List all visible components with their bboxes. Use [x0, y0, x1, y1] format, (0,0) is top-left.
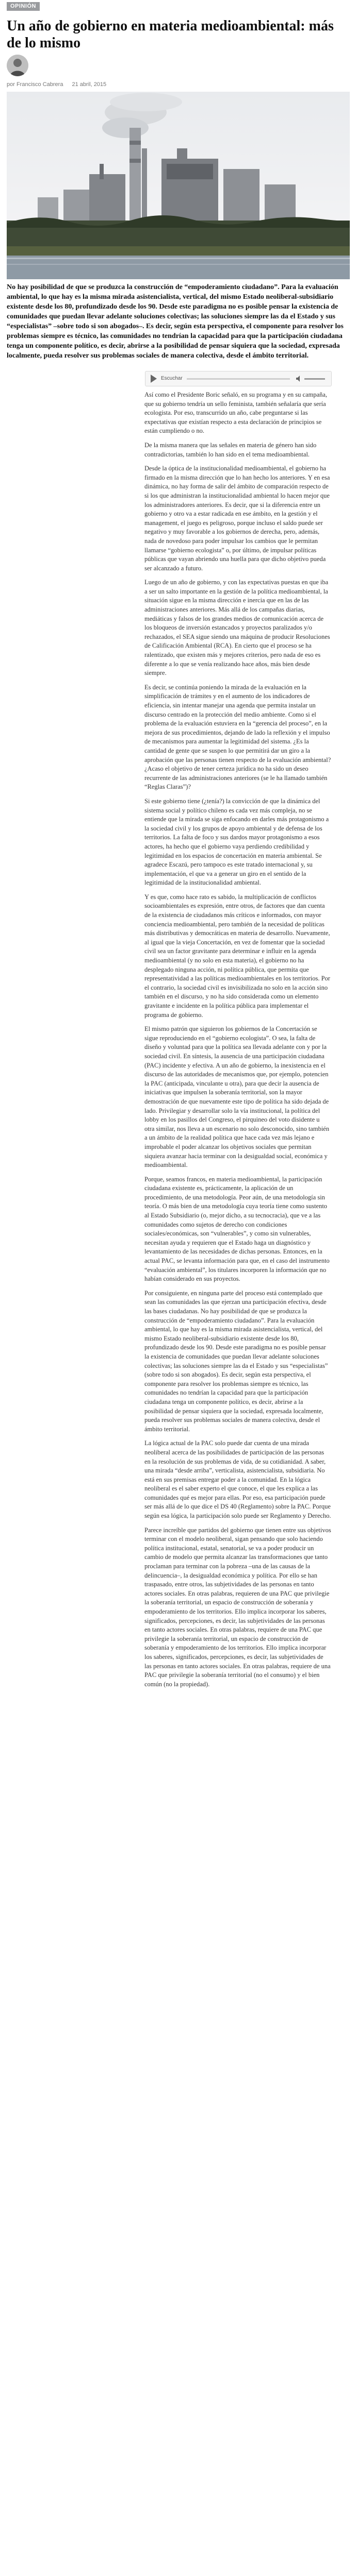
author-name[interactable]: por Francisco Cabrera	[7, 81, 63, 88]
body-paragraph: Si este gobierno tiene (¿tenía?) la convicción de que la dinámica del sistema social y político chileno es cada vez más compleja, no se entiende que la mirada se siga enfocando en darles más protagonismo a la sociedad civil y los grupos de apoyo ambiental y de defensa de los territorios. La falta de foco y sus dardos mayor protagonismo a esos actores, ha hecho que el gobierno vaya perdiendo credibilidad y legitimidad en los espacios de concertación en materia ambiental. Se agradece Escazú, pero tampoco es este tratado internacional y, su implementación, el que va a generar un giro en el sentido de la legitimidad de la institucionalidad ambiental.	[144, 797, 329, 887]
body-paragraph: El mismo patrón que siguieron los gobiernos de la Concertación se sigue reproduciendo en el “gobierno ecologista”. O sea, la falta de diseño y voluntad para que la política sea llevada adelante con y por la sociedad civil. En síntesis, la ausencia de una participación ciudadana (PAC) incidente y efectiva. A un año de gobierno, la inexistencia en el discurso de las autoridades de mecanismos que, por ejemplo, potencien la PAC (anticipada, vinculante u otra), para que decir la ausencia de iniciativas que impulsen la soberanía territorial, son la mayor demostración de que nuevamente este tipo de política ha sido dejada de lado. Privilegiar y desarrollar solo la vía institucional, la política del lobby en los pasillos del Congreso, el pirquineo del voto disidente u otra similar, nos lleva a un escenario no solo desconocido, sino también a un ámbito de la realidad política que hace cada vez más lejano e improbable el poder alcanzar los objetivos sociales que permitan siquiera avanzar hacia terminar con la desigualdad social, económica y medioambiental.	[144, 1025, 330, 1169]
byline	[7, 81, 113, 88]
section-tag[interactable]: OPINIÓN	[7, 2, 40, 11]
body-paragraph: Y es que, como hace rato es sabido, la multiplicación de conflictos socioambientales es expresión, entre otros, de factores que dan cuenta de la existencia de ciudadanos más críticos e informados, con mayor conciencia medioambiental, pero también de la necesidad de políticas más distributivas y democráticas en materia de desarrollo. Nuevamente, al igual que la vieja Concertación, en vez de fomentar que la sociedad civil sea un factor gravitante para determinar e influir en la agenda medioambiental (y no solo en esta materia), el gobierno no ha desplegado ninguna acción, ni política pública, que permita que representatividad a las políticas medioambientales en los territorios. Por el contrario, la sociedad civil es invisibilizada no solo en la acción sino también en el discurso, y no ha sido considerada como un elemento gravitante e incidente en la política pública para implementar el programa de gobierno.	[144, 893, 330, 1019]
body-paragraph: Desde la óptica de la institucionalidad medioambiental, el gobierno ha firmado en la misma dirección que lo han hecho los anteriores. Y en esa dinámica, no hay forma de salir del ámbito de comparación respecto de si los que administran la institucionalidad ambiental lo hacen mejor que los administradores anteriores. Es decir, que si la diferencia entre un gobierno y otro va a estar radicada en ese ámbito, en la gestión y el management, el juego es peligroso, porque incluso el saldo puede ser negativo y muy favorable a los gobiernos de derecha, pero, además, nada de novedoso para poder impulsar los cambios que le permitan llamarse “gobierno ecologista” o, por último, de impulsar políticas públicas que vayan abriendo una huella para que dicho objetivo pueda ser alcanzado a futuro.	[144, 465, 330, 572]
play-icon[interactable]	[151, 375, 157, 383]
hero-image	[7, 92, 350, 279]
audio-label: Escuchar	[161, 376, 183, 381]
audio-progress-track[interactable]	[187, 378, 290, 380]
author-avatar[interactable]	[7, 55, 28, 76]
top-bar	[0, 0, 357, 13]
article-title: Un año de gobierno en materia medioambiental: más de lo mismo	[7, 18, 334, 51]
volume-slider[interactable]	[304, 378, 325, 380]
body-paragraph: Así como el Presidente Boric señaló, en su programa y en su campaña, que su gobierno tendría un sello feminista, también señalaría que sería ecologista. Por eso, transcurrido un año, cabe preguntarse si las expectativas que existían respecto a esta declaración de principios se están cumpliendo o no.	[144, 391, 328, 435]
power-plant-photo	[7, 92, 350, 279]
body-paragraph: La lógica actual de la PAC solo puede dar cuenta de una mirada neoliberal acerca de las posibilidades de participación de las personas en la resolución de sus problemas de vida, de su cotidianidad. A saber, una mirada “desde arriba”, verticalista, asistencialista, subsidiaria. No está en sus premisas entregar poder a la comunidad. En la lógica neoliberal es el saber experto el que conoce, el que les explica a las comunidades qué es mejor para ellas. Por eso, esa participación puede ser más allá de lo que dice el DS 40 (Reglamento) sobre la PAC. Porque según esa lógica, la participación solo puede ser Reglamento y Derecho.	[144, 1439, 331, 1520]
body-paragraph: Es decir, se continúa poniendo la mirada de la evaluación en la simplificación de trámites y en el aumento de los indicadores de eficiencia, sin intentar manejar una agenda que permita instalar un discurso centrado en la protección del medio ambiente. Como si el problema de la evaluación estuviera en la “gerencia del proceso”, en la mejora de sus procedimientos, dejando de lado la reflexión y el impulso de mecanismos para aumentar la legitimidad del sistema. ¿Es la cantidad de gente que se suspen lo que permitirá dar un giro a la aprobación que las personas tienen respecto de la evaluación ambiental? ¿Acaso el objetivo de tener certeza jurídica no ha sido un deseo recurrente de las administraciones anteriores (se le ha llamado también “Reglas Claras”)?	[144, 683, 331, 791]
article-body	[144, 391, 331, 1694]
speaker-icon[interactable]	[296, 376, 301, 382]
author-portrait-icon	[7, 55, 28, 76]
body-paragraph: Porque, seamos francos, en materia medioambiental, la participación ciudadana existente es, prácticamente, la aplicación de un procedimiento, de una metodología. Peor aún, de una metodología sin teoría. O más bien de una metodología cuya teoría tiene como sustento al Estado Subsidiario (o, mejor dicho, a su tecnocracia), que ve a las comunidades como sujetos de derecho con condiciones sociales/económicas, son “vulnerables”, y como sin vulnerables, necesitan ayuda y requieren que el Estado haga un diagnóstico y levantamiento de las necesidades de dichas personas. Entonces, en la actual PAC, se levanta información para que, en el caso del instrumento “evaluación ambiental”, los titulares incorporen la información que no habían considerado en sus proyectos.	[144, 1175, 330, 1283]
body-paragraph: Por consiguiente, en ninguna parte del proceso está contemplado que sean las comunidades las que ejerzan una participación efectiva, desde las bases ciudadanas. No hay posibilidad de que se produzca la construcción de “empoderamiento ciudadano”. Para la evaluación ambiental, lo que hay es la misma mirada asistencialista, vertical, del mismo Estado neoliberal-subsidiario existente desde los 80, profundizado desde los 90. Desde este paradigma no es posible pensar la existencia de comunidades que puedan llevar adelante soluciones colectivas; las soluciones siempre las da el Estado y sus “especialistas” (sobre todo si son abogados). Es decir, según esta perspectiva, el componente para resolver los problemas siempre es técnico, las comunidades no tendrían la capacidad para que la participación ciudadana tenga un componente político, es decir, abrirse a la posibilidad de pensar siquiera que la sociedad, expresada localmente, pueda resolver sus problemas sociales de manera colectiva, desde el ámbito territorial.	[144, 1289, 328, 1433]
publish-date: 21 abril, 2015	[72, 81, 107, 88]
audio-player[interactable]	[145, 371, 332, 386]
body-paragraph: Luego de un año de gobierno, y con las expectativas puestas en que iba a ser un salto importante en la gestión de la política medioambiental, la situación sigue en la misma dirección e inercia que en las de las administraciones anteriores. Más allá de los campañas diarias, mediáticas y falsos de los grandes medios de comunicación acerca de los bloqueos de inversión estancados y proyectos paralizados y/o rechazados, el SEA sigue siendo una máquina de producir Resoluciones de Calificación Ambiental (RCA). En cierto que el proceso se ha ralentizado, que existen más y mejores criterios, pero nada de eso es diferente a lo que se venía realizando hace años, más bien desde siempre.	[144, 579, 330, 677]
body-paragraph: Parece increíble que partidos del gobierno que tienen entre sus objetivos terminar con el modelo neoliberal, sigan pensando que solo haciendo política institucional, estatal, senatorial, se va a poder producir un cambio de modelo que permita alcanzar las transformaciones que tanto proclaman para terminar con la pobreza –una de las causas de la delincuencia–, la desigualdad económica y política. Por ello se han traspasado, entre otros, las subjetividades de las personas en tanto actores sociales. En otras palabras, requieren de una PAC que privilegie la soberanía territorial, un espacio de construcción de soberanía y empoderamiento de los territorios. Ello implica incorporar los saberes, significados, percepciones, es decir, las subjetividades de las personas en tanto actores sociales. En otras palabras, requiere de una PAC que privilegie la soberanía territorial, un espacio de construcción de soberanía y empoderamiento de los territorios. Ello implica incorporar los saberes, significados, percepciones, es decir, las subjetividades de las personas en tanto actores sociales. En otras palabras, requiere de una PAC que privilegie la soberanía territorial (no el consumo) y el bien común (no la propiedad).	[144, 1526, 331, 1688]
article-lead: No hay posibilidad de que se produzca la construcción de “empoderamiento ciudadano”. Para la evaluación ambiental, lo que hay es la misma mirada asistencialista, vertical, del mismo Estado neoliberal-subsidiario existente desde los 80, profundizado desde los 90. Desde este paradigma no es posible pensar la existencia de comunidades que puedan llevar adelante soluciones colectivas; las soluciones siempre las da el Estado y sus “especialistas” –sobre todo si son abogados–. Es decir, según esta perspectiva, el componente para resolver los problemas siempre es técnico, las comunidades no tendrían la capacidad para que la participación ciudadana tenga un componente político, es decir, abrirse a la posibilidad de pensar siquiera que la sociedad, expresada localmente, pueda resolver sus problemas sociales de manera colectiva, desde el ámbito territorial.	[7, 283, 344, 360]
body-paragraph: De la misma manera que las señales en materia de género han sido contradictorias, también lo han sido en el tema medioambiental.	[144, 441, 317, 458]
